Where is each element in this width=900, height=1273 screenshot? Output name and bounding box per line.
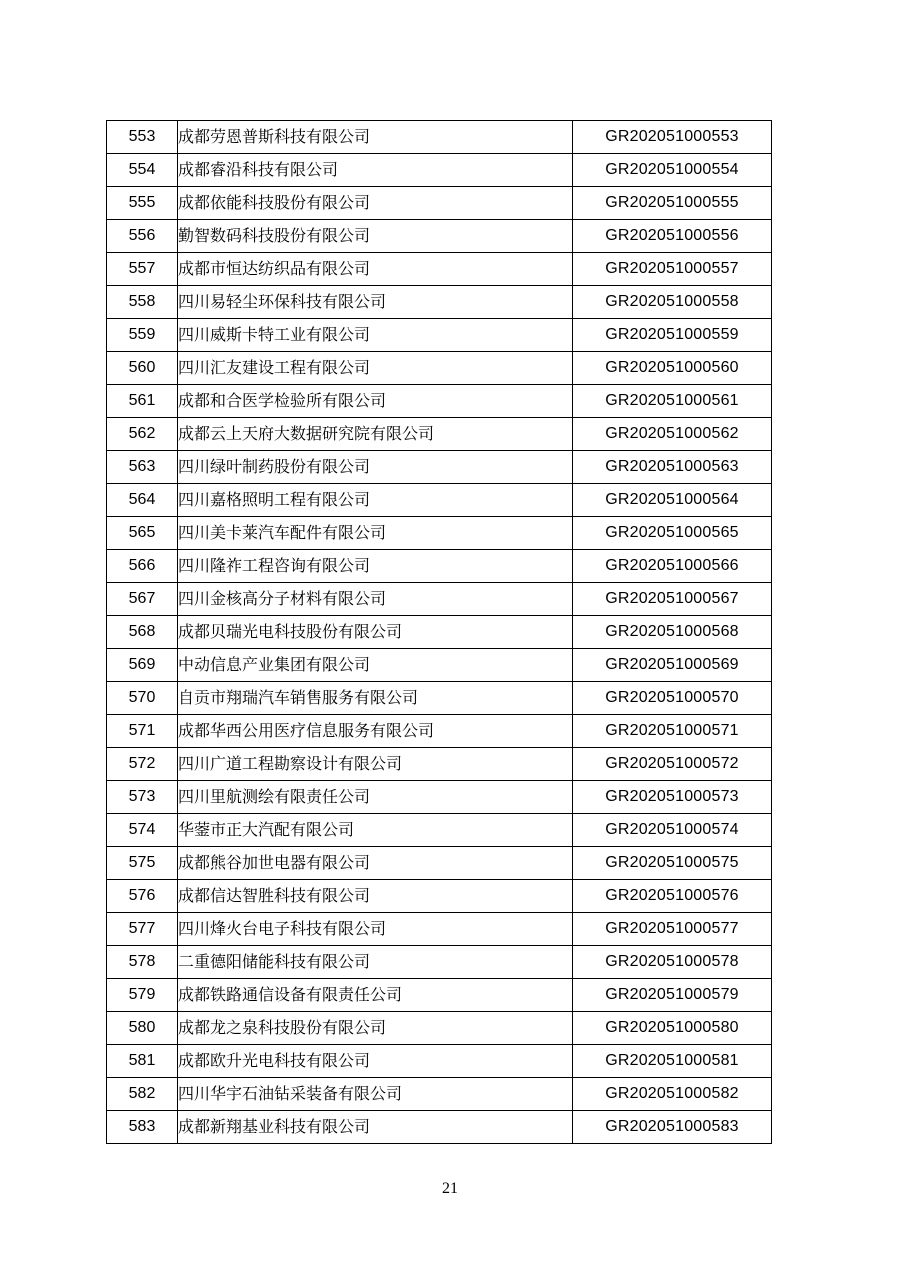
company-name-cell: 成都劳恩普斯科技有限公司 bbox=[178, 121, 573, 154]
row-number-cell: 564 bbox=[107, 484, 178, 517]
certificate-code-cell: GR202051000554 bbox=[573, 154, 772, 187]
company-name-cell: 四川汇友建设工程有限公司 bbox=[178, 352, 573, 385]
certificate-code-cell: GR202051000562 bbox=[573, 418, 772, 451]
table-row bbox=[107, 682, 772, 715]
company-name-cell: 四川华宇石油钻采装备有限公司 bbox=[178, 1078, 573, 1111]
company-name-cell: 华蓥市正大汽配有限公司 bbox=[178, 814, 573, 847]
certificate-code-cell: GR202051000558 bbox=[573, 286, 772, 319]
certificate-code-cell: GR202051000581 bbox=[573, 1045, 772, 1078]
table-row bbox=[107, 781, 772, 814]
certificate-code-cell: GR202051000578 bbox=[573, 946, 772, 979]
certificate-code-cell: GR202051000560 bbox=[573, 352, 772, 385]
company-name-cell: 成都熊谷加世电器有限公司 bbox=[178, 847, 573, 880]
company-name-cell: 勤智数码科技股份有限公司 bbox=[178, 220, 573, 253]
company-name-cell: 成都依能科技股份有限公司 bbox=[178, 187, 573, 220]
certificate-code-cell: GR202051000566 bbox=[573, 550, 772, 583]
certificate-code-cell: GR202051000556 bbox=[573, 220, 772, 253]
row-number-cell: 555 bbox=[107, 187, 178, 220]
row-number-cell: 566 bbox=[107, 550, 178, 583]
table-row bbox=[107, 121, 772, 154]
table-row bbox=[107, 913, 772, 946]
row-number-cell: 582 bbox=[107, 1078, 178, 1111]
table-row bbox=[107, 1078, 772, 1111]
company-name-cell: 成都龙之泉科技股份有限公司 bbox=[178, 1012, 573, 1045]
table-row bbox=[107, 418, 772, 451]
row-number-cell: 556 bbox=[107, 220, 178, 253]
company-name-cell: 四川易轻尘环保科技有限公司 bbox=[178, 286, 573, 319]
certificate-code-cell: GR202051000555 bbox=[573, 187, 772, 220]
table-row bbox=[107, 319, 772, 352]
row-number-cell: 574 bbox=[107, 814, 178, 847]
row-number-cell: 553 bbox=[107, 121, 178, 154]
table-row bbox=[107, 154, 772, 187]
row-number-cell: 560 bbox=[107, 352, 178, 385]
certificate-code-cell: GR202051000571 bbox=[573, 715, 772, 748]
table-row bbox=[107, 880, 772, 913]
row-number-cell: 583 bbox=[107, 1111, 178, 1144]
table-row bbox=[107, 1111, 772, 1144]
table-row bbox=[107, 286, 772, 319]
certificate-code-cell: GR202051000563 bbox=[573, 451, 772, 484]
table-row bbox=[107, 484, 772, 517]
table-row bbox=[107, 814, 772, 847]
certificate-code-cell: GR202051000559 bbox=[573, 319, 772, 352]
table-row bbox=[107, 649, 772, 682]
row-number-cell: 557 bbox=[107, 253, 178, 286]
company-name-cell: 中动信息产业集团有限公司 bbox=[178, 649, 573, 682]
row-number-cell: 576 bbox=[107, 880, 178, 913]
company-name-cell: 四川绿叶制药股份有限公司 bbox=[178, 451, 573, 484]
table-row bbox=[107, 187, 772, 220]
row-number-cell: 581 bbox=[107, 1045, 178, 1078]
row-number-cell: 554 bbox=[107, 154, 178, 187]
company-list-table bbox=[106, 120, 772, 1144]
row-number-cell: 575 bbox=[107, 847, 178, 880]
certificate-code-cell: GR202051000553 bbox=[573, 121, 772, 154]
certificate-code-cell: GR202051000580 bbox=[573, 1012, 772, 1045]
row-number-cell: 558 bbox=[107, 286, 178, 319]
company-name-cell: 成都市恒达纺织品有限公司 bbox=[178, 253, 573, 286]
certificate-code-cell: GR202051000569 bbox=[573, 649, 772, 682]
certificate-code-cell: GR202051000579 bbox=[573, 979, 772, 1012]
row-number-cell: 565 bbox=[107, 517, 178, 550]
company-name-cell: 成都和合医学检验所有限公司 bbox=[178, 385, 573, 418]
row-number-cell: 572 bbox=[107, 748, 178, 781]
table-row bbox=[107, 946, 772, 979]
table-row bbox=[107, 715, 772, 748]
company-name-cell: 自贡市翔瑞汽车销售服务有限公司 bbox=[178, 682, 573, 715]
company-name-cell: 成都云上天府大数据研究院有限公司 bbox=[178, 418, 573, 451]
certificate-code-cell: GR202051000576 bbox=[573, 880, 772, 913]
company-name-cell: 四川威斯卡特工业有限公司 bbox=[178, 319, 573, 352]
row-number-cell: 571 bbox=[107, 715, 178, 748]
row-number-cell: 561 bbox=[107, 385, 178, 418]
company-name-cell: 成都睿沿科技有限公司 bbox=[178, 154, 573, 187]
certificate-code-cell: GR202051000570 bbox=[573, 682, 772, 715]
certificate-code-cell: GR202051000564 bbox=[573, 484, 772, 517]
table-row bbox=[107, 451, 772, 484]
table-row bbox=[107, 748, 772, 781]
table-row bbox=[107, 220, 772, 253]
certificate-code-cell: GR202051000575 bbox=[573, 847, 772, 880]
company-name-cell: 四川金核高分子材料有限公司 bbox=[178, 583, 573, 616]
company-name-cell: 四川美卡莱汽车配件有限公司 bbox=[178, 517, 573, 550]
company-name-cell: 成都铁路通信设备有限责任公司 bbox=[178, 979, 573, 1012]
table-row bbox=[107, 847, 772, 880]
company-name-cell: 四川里航测绘有限责任公司 bbox=[178, 781, 573, 814]
certificate-code-cell: GR202051000583 bbox=[573, 1111, 772, 1144]
company-name-cell: 二重德阳储能科技有限公司 bbox=[178, 946, 573, 979]
certificate-code-cell: GR202051000561 bbox=[573, 385, 772, 418]
row-number-cell: 567 bbox=[107, 583, 178, 616]
certificate-code-cell: GR202051000565 bbox=[573, 517, 772, 550]
table-row bbox=[107, 1045, 772, 1078]
page-number: 21 bbox=[442, 1180, 458, 1197]
table-row bbox=[107, 253, 772, 286]
company-name-cell: 四川嘉格照明工程有限公司 bbox=[178, 484, 573, 517]
company-name-cell: 四川广道工程勘察设计有限公司 bbox=[178, 748, 573, 781]
row-number-cell: 579 bbox=[107, 979, 178, 1012]
certificate-code-cell: GR202051000573 bbox=[573, 781, 772, 814]
row-number-cell: 577 bbox=[107, 913, 178, 946]
company-name-cell: 成都华西公用医疗信息服务有限公司 bbox=[178, 715, 573, 748]
row-number-cell: 573 bbox=[107, 781, 178, 814]
table-row bbox=[107, 550, 772, 583]
row-number-cell: 563 bbox=[107, 451, 178, 484]
table-row bbox=[107, 583, 772, 616]
company-name-cell: 成都新翔基业科技有限公司 bbox=[178, 1111, 573, 1144]
certificate-code-cell: GR202051000582 bbox=[573, 1078, 772, 1111]
row-number-cell: 568 bbox=[107, 616, 178, 649]
company-name-cell: 四川烽火台电子科技有限公司 bbox=[178, 913, 573, 946]
certificate-code-cell: GR202051000568 bbox=[573, 616, 772, 649]
certificate-code-cell: GR202051000557 bbox=[573, 253, 772, 286]
company-name-cell: 成都贝瑞光电科技股份有限公司 bbox=[178, 616, 573, 649]
row-number-cell: 580 bbox=[107, 1012, 178, 1045]
row-number-cell: 559 bbox=[107, 319, 178, 352]
table-row bbox=[107, 616, 772, 649]
table-row bbox=[107, 517, 772, 550]
table-row bbox=[107, 352, 772, 385]
row-number-cell: 570 bbox=[107, 682, 178, 715]
table-row bbox=[107, 979, 772, 1012]
company-name-cell: 四川隆祚工程咨询有限公司 bbox=[178, 550, 573, 583]
certificate-code-cell: GR202051000572 bbox=[573, 748, 772, 781]
company-name-cell: 成都欧升光电科技有限公司 bbox=[178, 1045, 573, 1078]
company-name-cell: 成都信达智胜科技有限公司 bbox=[178, 880, 573, 913]
certificate-code-cell: GR202051000567 bbox=[573, 583, 772, 616]
certificate-code-cell: GR202051000577 bbox=[573, 913, 772, 946]
row-number-cell: 569 bbox=[107, 649, 178, 682]
table-row bbox=[107, 385, 772, 418]
table-row bbox=[107, 1012, 772, 1045]
row-number-cell: 562 bbox=[107, 418, 178, 451]
certificate-code-cell: GR202051000574 bbox=[573, 814, 772, 847]
row-number-cell: 578 bbox=[107, 946, 178, 979]
table-body bbox=[107, 121, 772, 1144]
